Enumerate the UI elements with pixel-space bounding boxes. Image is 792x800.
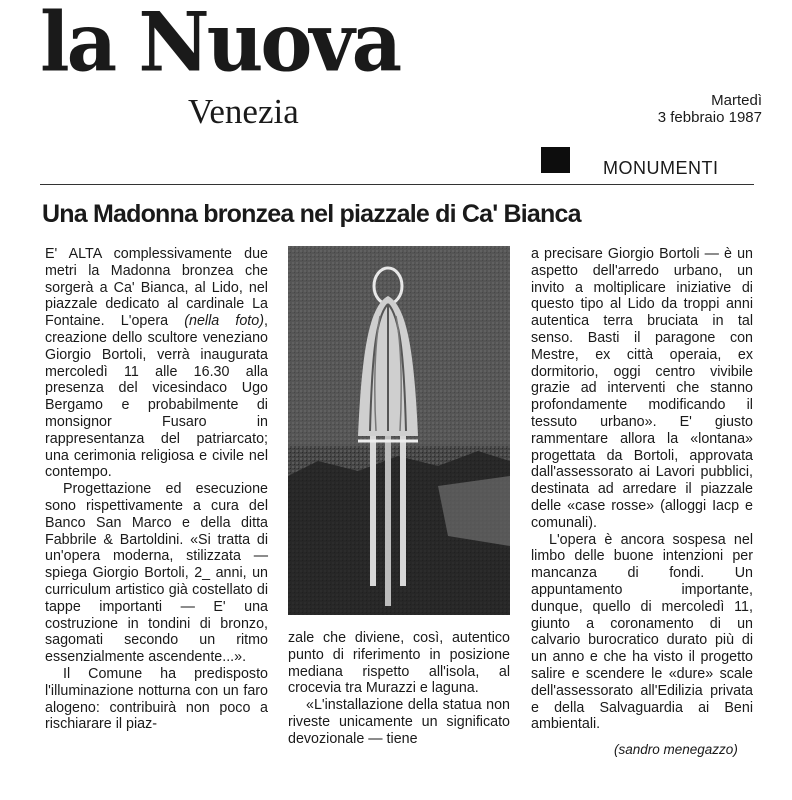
paragraph: «L'installazione della statua non riveste unicamente un significato devozionale — tiene (288, 697, 510, 747)
date-full: 3 febbraio 1987 (657, 109, 762, 127)
byline: (sandro menegazzo) (614, 742, 738, 757)
article-column-2 (288, 630, 510, 748)
paragraph: L'opera è ancora sospesa nel limbo delle buone intenzioni per mancanza di fondi. Un appuntamento importante, dunque, quello di mercoledì 11, giunto a coronamento di un calvario burocratico durato più di un anno e che ha visto il progetto salire e scendere le «dure» scale dell'assessorato all'Edilizia privata e della Salvaguardia ai Beni ambientali. (531, 531, 753, 733)
masthead-subtitle: Venezia (188, 92, 299, 131)
paragraph: Progettazione ed esecuzione sono rispettivamente a cura del Banco San Marco e della ditta Fabbrile & Bartoldini. «Si tratta di un'opera moderna, stilizzata — spiega Giorgio Bortoli, 2_ anni, un curriculum artistico già costellato di tappe importanti — E' una costruzione in tondini di bronzo, sagomati secondo un ritmo essenzialmente ascendente...». (45, 481, 268, 666)
section-label: MONUMENTI (603, 158, 719, 178)
date-block (658, 92, 762, 127)
masthead-title: la Nuova (40, 0, 400, 91)
paragraph: Il Comune ha predisposto l'illuminazione notturna con un faro alogeno: contribuirà non poco a rischiarare il piaz- (45, 665, 268, 733)
article-column-3 (531, 246, 753, 733)
article-column-1 (45, 246, 268, 733)
article-headline: Una Madonna bronzea nel piazzale di Ca' Bianca (42, 200, 581, 228)
paragraph: E' ALTA complessivamente due metri la Madonna bronzea che sorgerà a Ca' Bianca, al Lido, nel piazzale dedicato al cardinale La Fontaine. L'opera (nella foto), creazione dello scultore veneziano Giorgio Bortoli, verrà inaugurata mercoledì 11 alle 16.30 alla presenza del vicesindaco Ugo Bergamo e probabilmente di monsignor Fusaro in rappresentanza del patriarcato; una cerimonia religiosa e civile nel contempo. (45, 246, 268, 481)
section-marker (541, 147, 570, 173)
madonna-statue-photo (288, 246, 510, 615)
article-photo (288, 246, 510, 615)
photo-reference: (nella foto) (184, 313, 264, 330)
paragraph: zale che diviene, così, autentico punto di riferimento in posizione mediana rispetto all'isola, al crocevia tra Murazzi e laguna. (288, 630, 510, 697)
date-weekday: Martedì (711, 92, 762, 109)
header-rule (40, 184, 754, 185)
paragraph: a precisare Giorgio Bortoli — è un aspetto dell'arredo urbano, un invito a moltiplicare iniziative di questo tipo al Lido da troppi anni autentica terra bruciata in tal senso. Basti il paragone con Mestre, ex città operaia, ex dormitorio, oggi centro vivibile grazie ad interventi che stanno profondamente modificando il tessuto urbano». E' giusto rammentare allora la «lontana» progettata da Bortoli, approvata dall'assessorato ai Lavori pubblici, destinata ad arredare il piazzale delle «case rosse» (alloggi Iacp e comunali). (531, 246, 753, 531)
